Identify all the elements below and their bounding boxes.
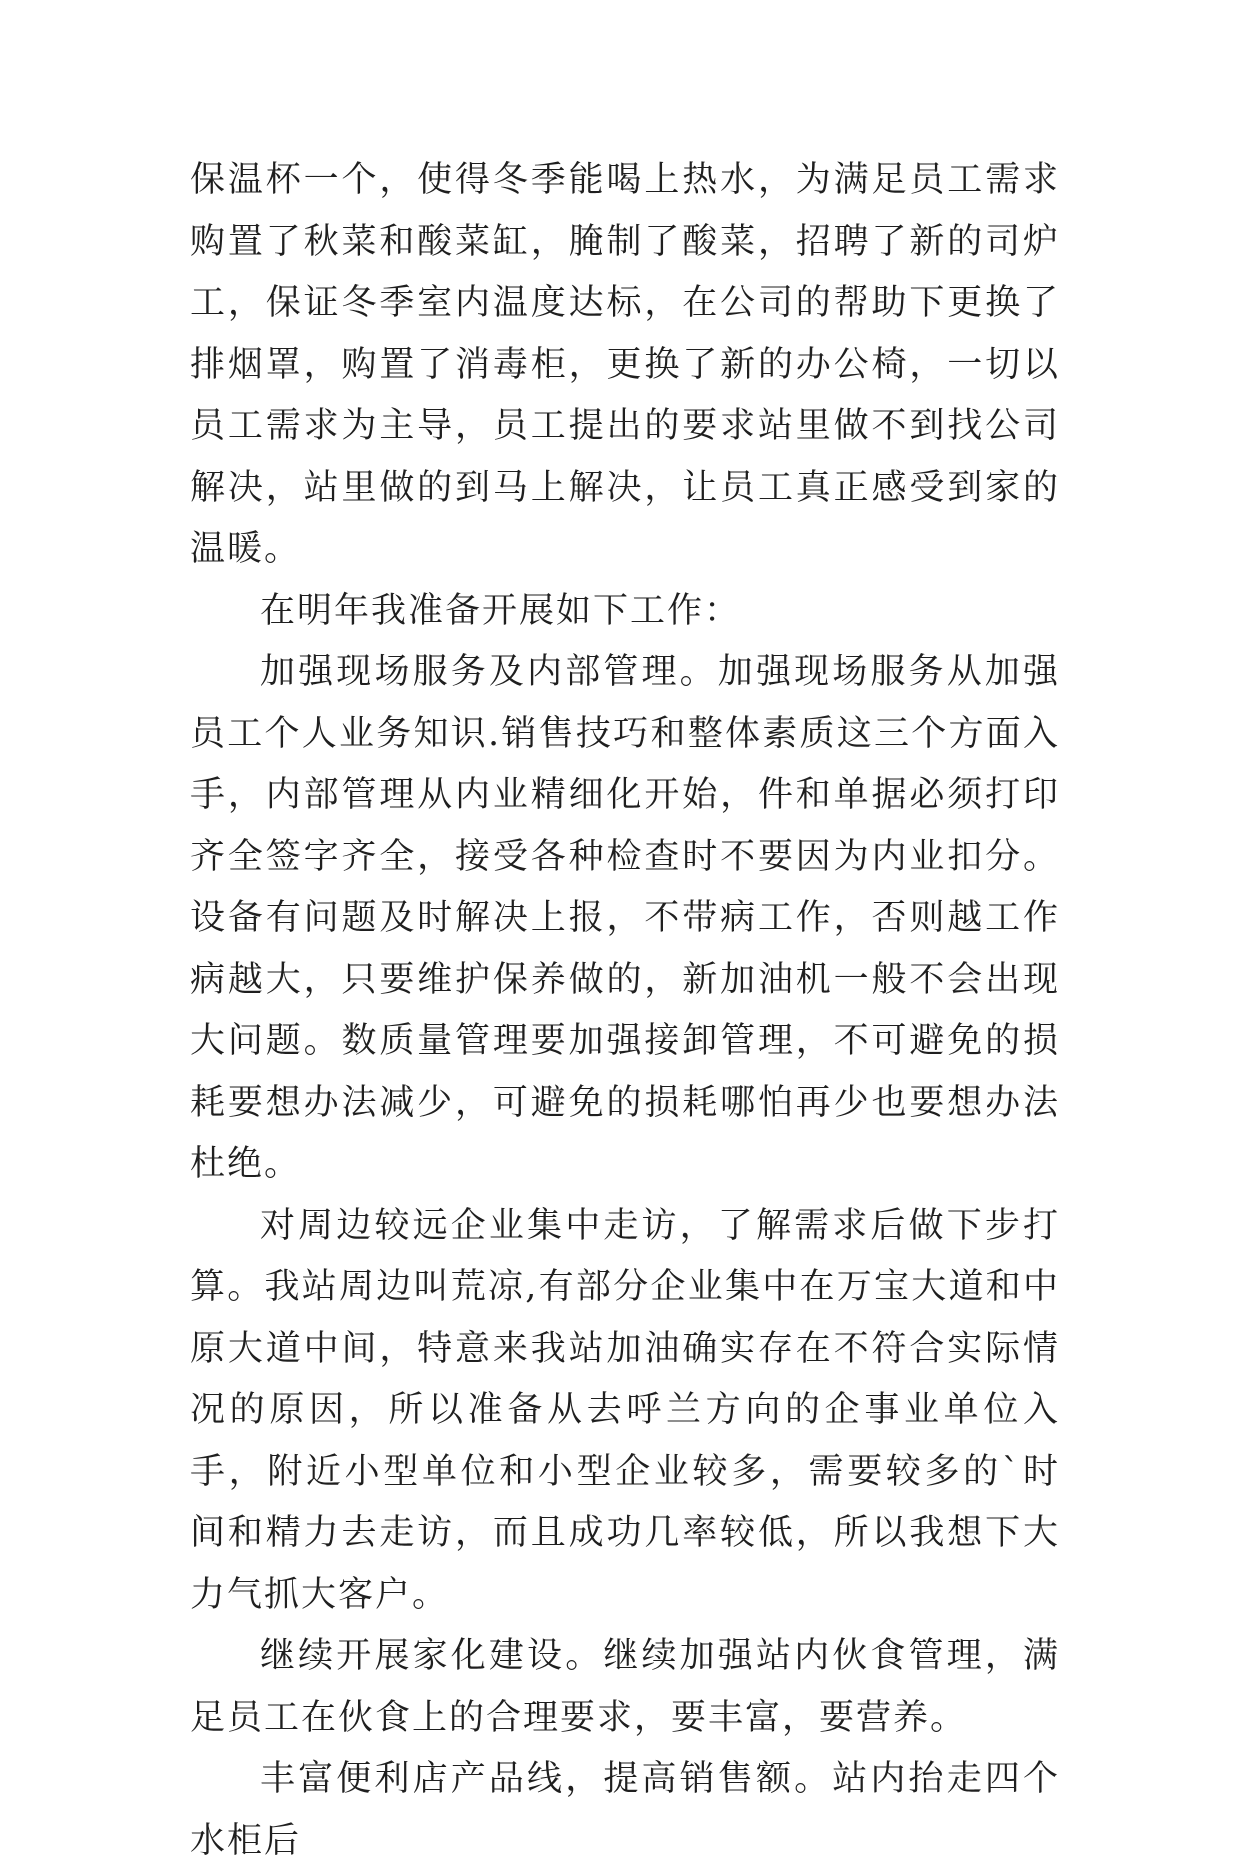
document-body [190, 150, 1060, 1872]
paragraph-5: 继续开展家化建设。继续加强站内伙食管理，满足员工在伙食上的合理要求，要丰富，要营养。 [190, 1636, 1060, 1738]
paragraph-3: 加强现场服务及内部管理。加强现场服务从加强员工个人业务知识.销售技巧和整体素质这三个方面入手，内部管理从内业精细化开始，件和单据必须打印齐全签字齐全，接受各种检查时不要因为内业扣分。设备有问题及时解决上报，不带病工作，否则越工作病越大，只要维护保养做的，新加油机一般不会出现大问题。数质量管理要加强接卸管理，不可避免的损耗要想办法减少，可避免的损耗哪怕再少也要想办法杜绝。 [190, 652, 1060, 1184]
paragraph-6: 丰富便利店产品线，提高销售额。站内抬走四个水柜后 [190, 1759, 1060, 1861]
paragraph-4: 对周边较远企业集中走访，了解需求后做下步打算。我站周边叫荒凉,有部分企业集中在万宝大道和中原大道中间，特意来我站加油确实存在不符合实际情况的原因，所以准备从去呼兰方向的企事业单位入手，附近小型单位和小型企业较多，需要较多的`时间和精力去走访，而且成功几率较低，所以我想下大力气抓大客户。 [190, 1205, 1060, 1615]
paragraph-2: 在明年我准备开展如下工作： [260, 590, 742, 631]
paragraph-1: 保温杯一个，使得冬季能喝上热水，为满足员工需求购置了秋菜和酸菜缸，腌制了酸菜，招聘了新的司炉工，保证冬季室内温度达标，在公司的帮助下更换了排烟罩，购置了消毒柜，更换了新的办公椅，一切以员工需求为主导，员工提出的要求站里做不到找公司解决，站里做的到马上解决，让员工真正感受到家的温暖。 [190, 160, 1060, 569]
